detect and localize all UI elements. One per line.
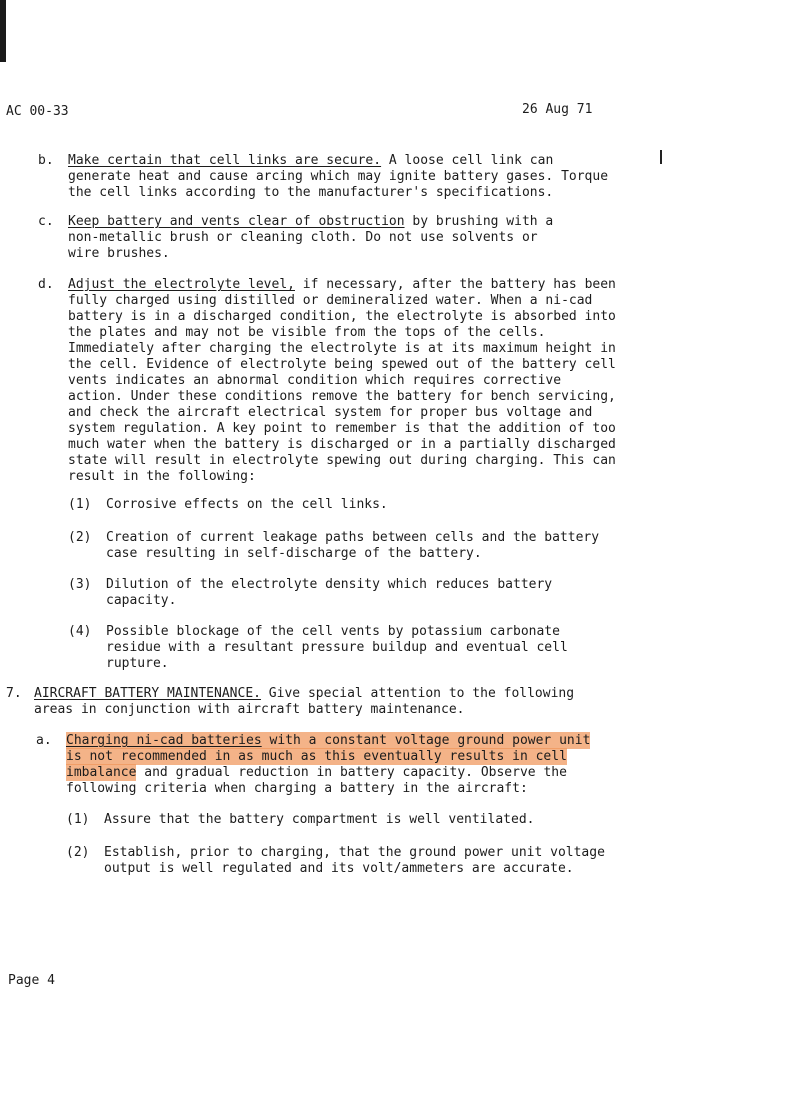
- subitem-text: Creation of current leakage paths between cells and the battery case resulting in self-discharge of the battery.: [106, 530, 600, 561]
- subitem-text: Assure that the battery compartment is well ventilated.: [104, 812, 535, 827]
- subitem-label: (3): [68, 577, 92, 592]
- subitem-label: (1): [68, 497, 92, 512]
- margin-mark: [660, 150, 662, 164]
- subitem-text: Corrosive effects on the cell links.: [106, 497, 388, 512]
- item-lead: Keep battery and vents clear of obstruction: [68, 214, 405, 229]
- section-heading: AIRCRAFT BATTERY MAINTENANCE.: [34, 686, 261, 701]
- item-label: c.: [38, 214, 54, 229]
- document-date: 26 Aug 71: [522, 102, 593, 117]
- item-text: Adjust the electrolyte level, if necessary, after the battery has been fully charged using distilled or demineralized water. When a ni-cad battery is in a discharged condition, the electrolyte is absorbed into the plates and may not be visible from the tops of the cells. Immediately after charging the electrolyte is at its maximum height in the cell. Evidence of electrolyte being spewed out of the battery cell vents indicates an abnormal condition which requires corrective action. Under these conditions remove the battery for bench servicing, and check the aircraft electrical system for proper bus voltage and system regulation. A key point to remember is that the addition of too much water when the battery is discharged or in a partially discharged state will result in electrolyte spewing out during charging. This can result in the following:: [68, 277, 616, 484]
- subitem-text: Dilution of the electrolyte density which reduces battery capacity.: [106, 577, 553, 608]
- item-lead: Adjust the electrolyte level,: [68, 277, 295, 292]
- highlighted-text: with a constant voltage ground power unit is not recommended in as much as this eventually results in cell imbalance: [66, 733, 591, 780]
- subitem-label: (2): [66, 845, 90, 860]
- item-label: a.: [36, 733, 52, 748]
- page-number: Page 4: [8, 973, 55, 988]
- document-id: AC 00-33: [6, 104, 69, 119]
- subitem-text: Possible blockage of the cell vents by potassium carbonate residue with a resultant pressure buildup and eventual cell rupture.: [106, 624, 568, 671]
- subitem-label: (4): [68, 624, 92, 639]
- item-lead: Make certain that cell links are secure.: [68, 153, 382, 168]
- section-number: 7.: [6, 686, 22, 701]
- item-lead: Charging ni-cad batteries: [66, 733, 262, 748]
- subitem-text: Establish, prior to charging, that the ground power unit voltage output is well regulated and its volt/ammeters are accurate.: [104, 845, 605, 876]
- subitem-label: (2): [68, 530, 92, 545]
- item-text: Make certain that cell links are secure. A loose cell link can generate heat and cause arcing which may ignite battery gases. Torque the cell links according to the manufacturer's specifications.: [68, 153, 609, 200]
- item-text: Keep battery and vents clear of obstruction by brushing with a non-metallic brush or cleaning cloth. Do not use solvents or wire brushes.: [68, 214, 554, 261]
- item-label: b.: [38, 153, 54, 168]
- subitem-label: (1): [66, 812, 90, 827]
- item-text: Charging ni-cad batteries with a constant voltage ground power unit is not recommended in as much as this eventually results in cell imbalance and gradual reduction in battery capacity. Observe the following criteria when charging a battery in the aircraft:: [66, 733, 591, 796]
- section-text: AIRCRAFT BATTERY MAINTENANCE. Give special attention to the following areas in conjunction with aircraft battery maintenance.: [34, 686, 575, 717]
- item-label: d.: [38, 277, 54, 292]
